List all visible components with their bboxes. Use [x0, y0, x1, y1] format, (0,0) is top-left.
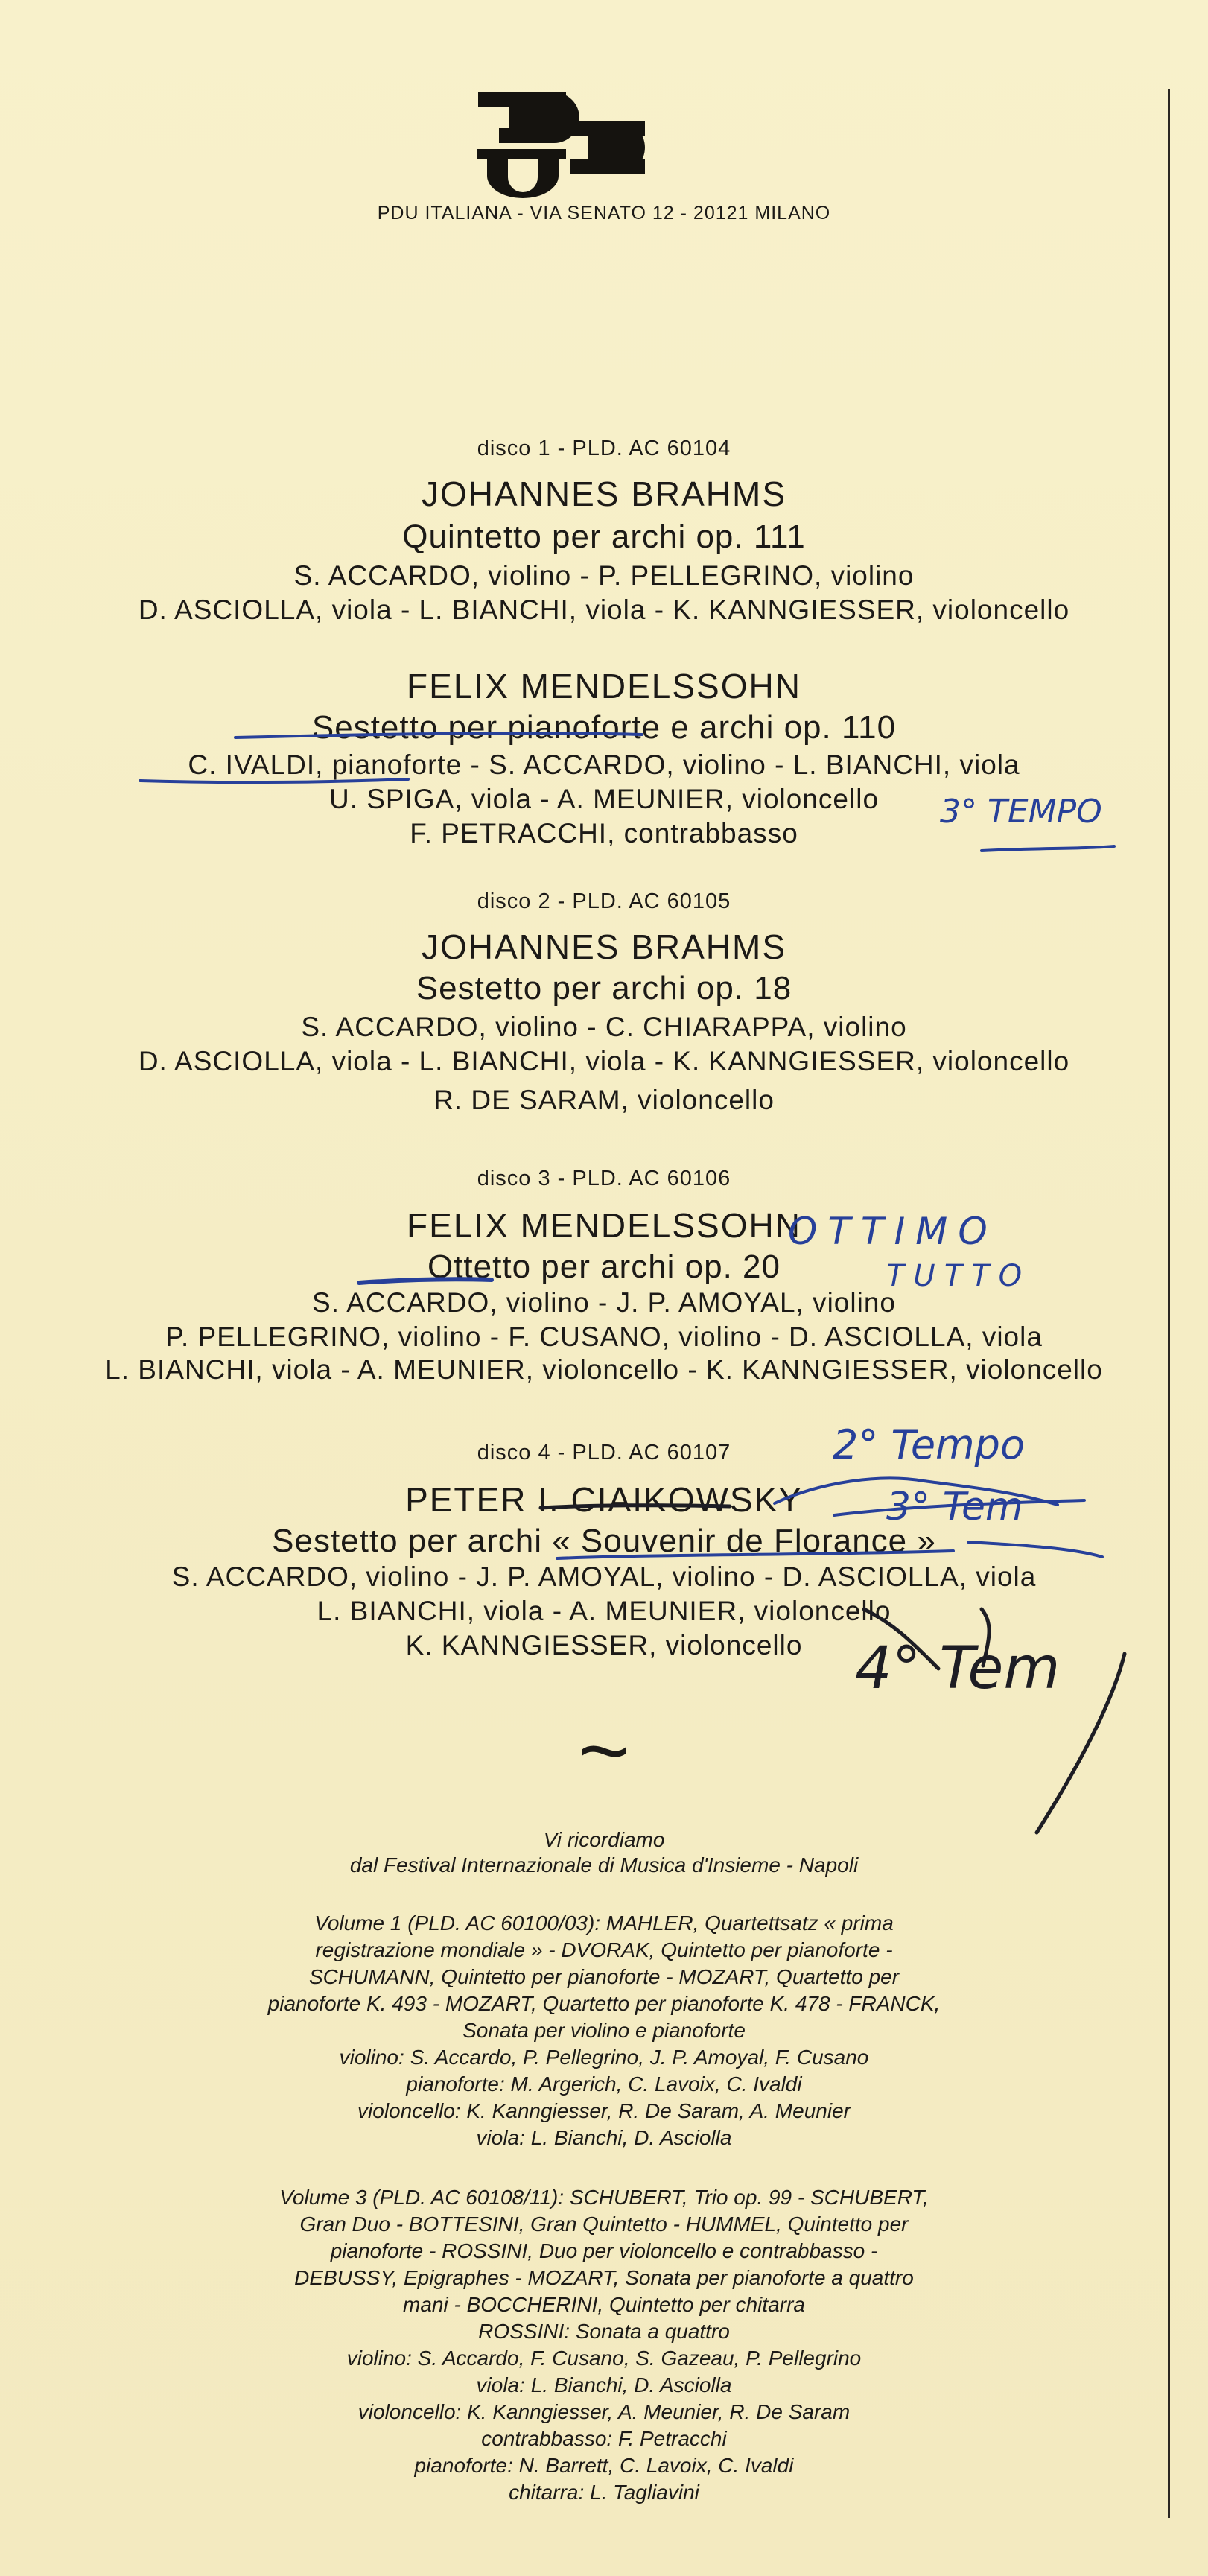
disc-2-composer-1: JOHANNES BRAHMS	[421, 927, 787, 966]
disc-1-work-2-performers-2: U. SPIGA, viola - A. MEUNIER, violoncello	[328, 784, 880, 814]
disc-1-composer-2: FELIX MENDELSSOHN	[407, 667, 801, 705]
note-3-tempo: 3° TEMPO	[940, 793, 1102, 831]
disc-4-work-1-performers-3: K. KANNGIESSER, violoncello	[405, 1630, 803, 1660]
disc-4-work-1-performers-2: L. BIANCHI, viola - A. MEUNIER, violoncello	[317, 1596, 891, 1626]
volume-3-line-5: mani - BOCCHERINI, Quintetto per chitarra	[403, 2293, 805, 2316]
volume-3-line-12: chitarra: L. Tagliavini	[509, 2481, 699, 2504]
disc-3-work-1-title: Ottetto per archi op. 20	[427, 1249, 781, 1285]
volume-1-line-2: registrazione mondiale » - DVORAK, Quintetto per pianoforte -	[315, 1938, 893, 1961]
volume-1-line-3: SCHUMANN, Quintetto per pianoforte - MOZART, Quartetto per	[308, 1965, 900, 1988]
disc-1-header: disco 1 - PLD. AC 60104	[477, 437, 731, 460]
note-tutto: TUTTO	[886, 1259, 1031, 1293]
volume-1-line-5: Sonata per violino e pianoforte	[462, 2019, 746, 2042]
publisher-address: PDU ITALIANA - VIA SENATO 12 - 20121 MILANO	[377, 203, 831, 223]
volume-3-line-7: violino: S. Accardo, F. Cusano, S. Gazeau, P. Pellegrino	[346, 2347, 862, 2370]
separator-tilde: ~	[577, 1701, 631, 1801]
disc-1-work-1-performers-1: S. ACCARDO, violino - P. PELLEGRINO, violino	[293, 560, 915, 591]
volume-1-line-9: viola: L. Bianchi, D. Asciolla	[476, 2126, 732, 2149]
volume-1-line-8: violoncello: K. Kanngiesser, R. De Saram, A. Meunier	[357, 2099, 851, 2122]
disc-3-composer-1: FELIX MENDELSSOHN	[407, 1206, 801, 1245]
disc-2-work-1-performers-3: R. DE SARAM, violoncello	[433, 1085, 775, 1115]
disc-4-header: disco 4 - PLD. AC 60107	[477, 1441, 731, 1465]
note-ottimo: OTTIMO	[788, 1210, 998, 1253]
disc-2-work-1-performers-2: D. ASCIOLLA, viola - L. BIANCHI, viola - K. KANNGIESSER, violoncello	[138, 1046, 1070, 1076]
volume-1-line-1: Volume 1 (PLD. AC 60100/03): MAHLER, Quartettsatz « prima	[314, 1912, 894, 1935]
volume-1-line-7: pianoforte: M. Argerich, C. Lavoix, C. Ivaldi	[406, 2072, 802, 2096]
note-2-tempo: 2° Tempo	[833, 1421, 1025, 1468]
volume-3-line-9: violoncello: K. Kanngiesser, A. Meunier, R. De Saram	[357, 2400, 851, 2423]
volume-3-line-3: pianoforte - ROSSINI, Duo per violoncello e contrabbasso -	[330, 2239, 878, 2262]
volume-3-line-11: pianoforte: N. Barrett, C. Lavoix, C. Ivaldi	[414, 2454, 794, 2477]
disc-2-work-1-performers-1: S. ACCARDO, violino - C. CHIARAPPA, violino	[301, 1012, 907, 1042]
disc-4-work-1-title: Sestetto per archi « Souvenir de Florance »	[272, 1523, 936, 1559]
disc-4-composer-1: PETER I. CIAIKOWSKY	[405, 1480, 803, 1519]
disc-1-composer-1: JOHANNES BRAHMS	[421, 475, 787, 513]
note-4-tem: 4° Tem	[855, 1635, 1061, 1702]
disc-2-work-1-title: Sestetto per archi op. 18	[416, 970, 792, 1006]
volume-1-line-6: violino: S. Accardo, P. Pellegrino, J. P. Amoyal, F. Cusano	[339, 2046, 869, 2069]
reminder-intro-2: dal Festival Internazionale di Musica d'Insieme - Napoli	[349, 1853, 859, 1877]
disc-3-work-1-performers-1: S. ACCARDO, violino - J. P. AMOYAL, violino	[312, 1287, 896, 1318]
volume-3-line-10: contrabbasso: F. Petracchi	[481, 2427, 727, 2450]
disc-3-header: disco 3 - PLD. AC 60106	[477, 1167, 731, 1190]
disc-1-work-1-performers-2: D. ASCIOLLA, viola - L. BIANCHI, viola - K. KANNGIESSER, violoncello	[138, 594, 1070, 625]
volume-3-line-4: DEBUSSY, Epigraphes - MOZART, Sonata per pianoforte a quattro	[294, 2266, 914, 2289]
disc-2-header: disco 2 - PLD. AC 60105	[477, 889, 731, 913]
volume-3-line-2: Gran Duo - BOTTESINI, Gran Quintetto - HUMMEL, Quintetto per	[299, 2212, 909, 2236]
disc-1-work-2-performers-3: F. PETRACCHI, contrabbasso	[410, 818, 798, 848]
volume-3-line-1: Volume 3 (PLD. AC 60108/11): SCHUBERT, Trio op. 99 - SCHUBERT,	[279, 2186, 929, 2209]
volume-1-line-4: pianoforte K. 493 - MOZART, Quartetto per pianoforte K. 478 - FRANCK,	[267, 1992, 941, 2015]
disc-1-work-2-title: Sestetto per pianoforte e archi op. 110	[311, 709, 897, 746]
disc-4-work-1-performers-1: S. ACCARDO, violino - J. P. AMOYAL, violino - D. ASCIOLLA, viola	[171, 1561, 1037, 1592]
disc-1-work-2-performers-1: C. IVALDI, pianoforte - S. ACCARDO, violino - L. BIANCHI, viola	[188, 749, 1020, 780]
disc-3-work-1-performers-3: L. BIANCHI, viola - A. MEUNIER, violoncello - K. KANNGIESSER, violoncello	[105, 1354, 1103, 1385]
disc-1-work-1-title: Quintetto per archi op. 111	[402, 518, 806, 555]
reminder-intro-1: Vi ricordiamo	[543, 1828, 665, 1851]
note-3-tem: 3° Tem	[886, 1485, 1023, 1529]
disc-3-work-1-performers-2: P. PELLEGRINO, violino - F. CUSANO, violino - D. ASCIOLLA, viola	[165, 1322, 1043, 1352]
volume-3-line-6: ROSSINI: Sonata a quattro	[478, 2320, 730, 2343]
pdu-logo	[477, 88, 663, 200]
volume-3-line-8: viola: L. Bianchi, D. Asciolla	[476, 2373, 732, 2396]
